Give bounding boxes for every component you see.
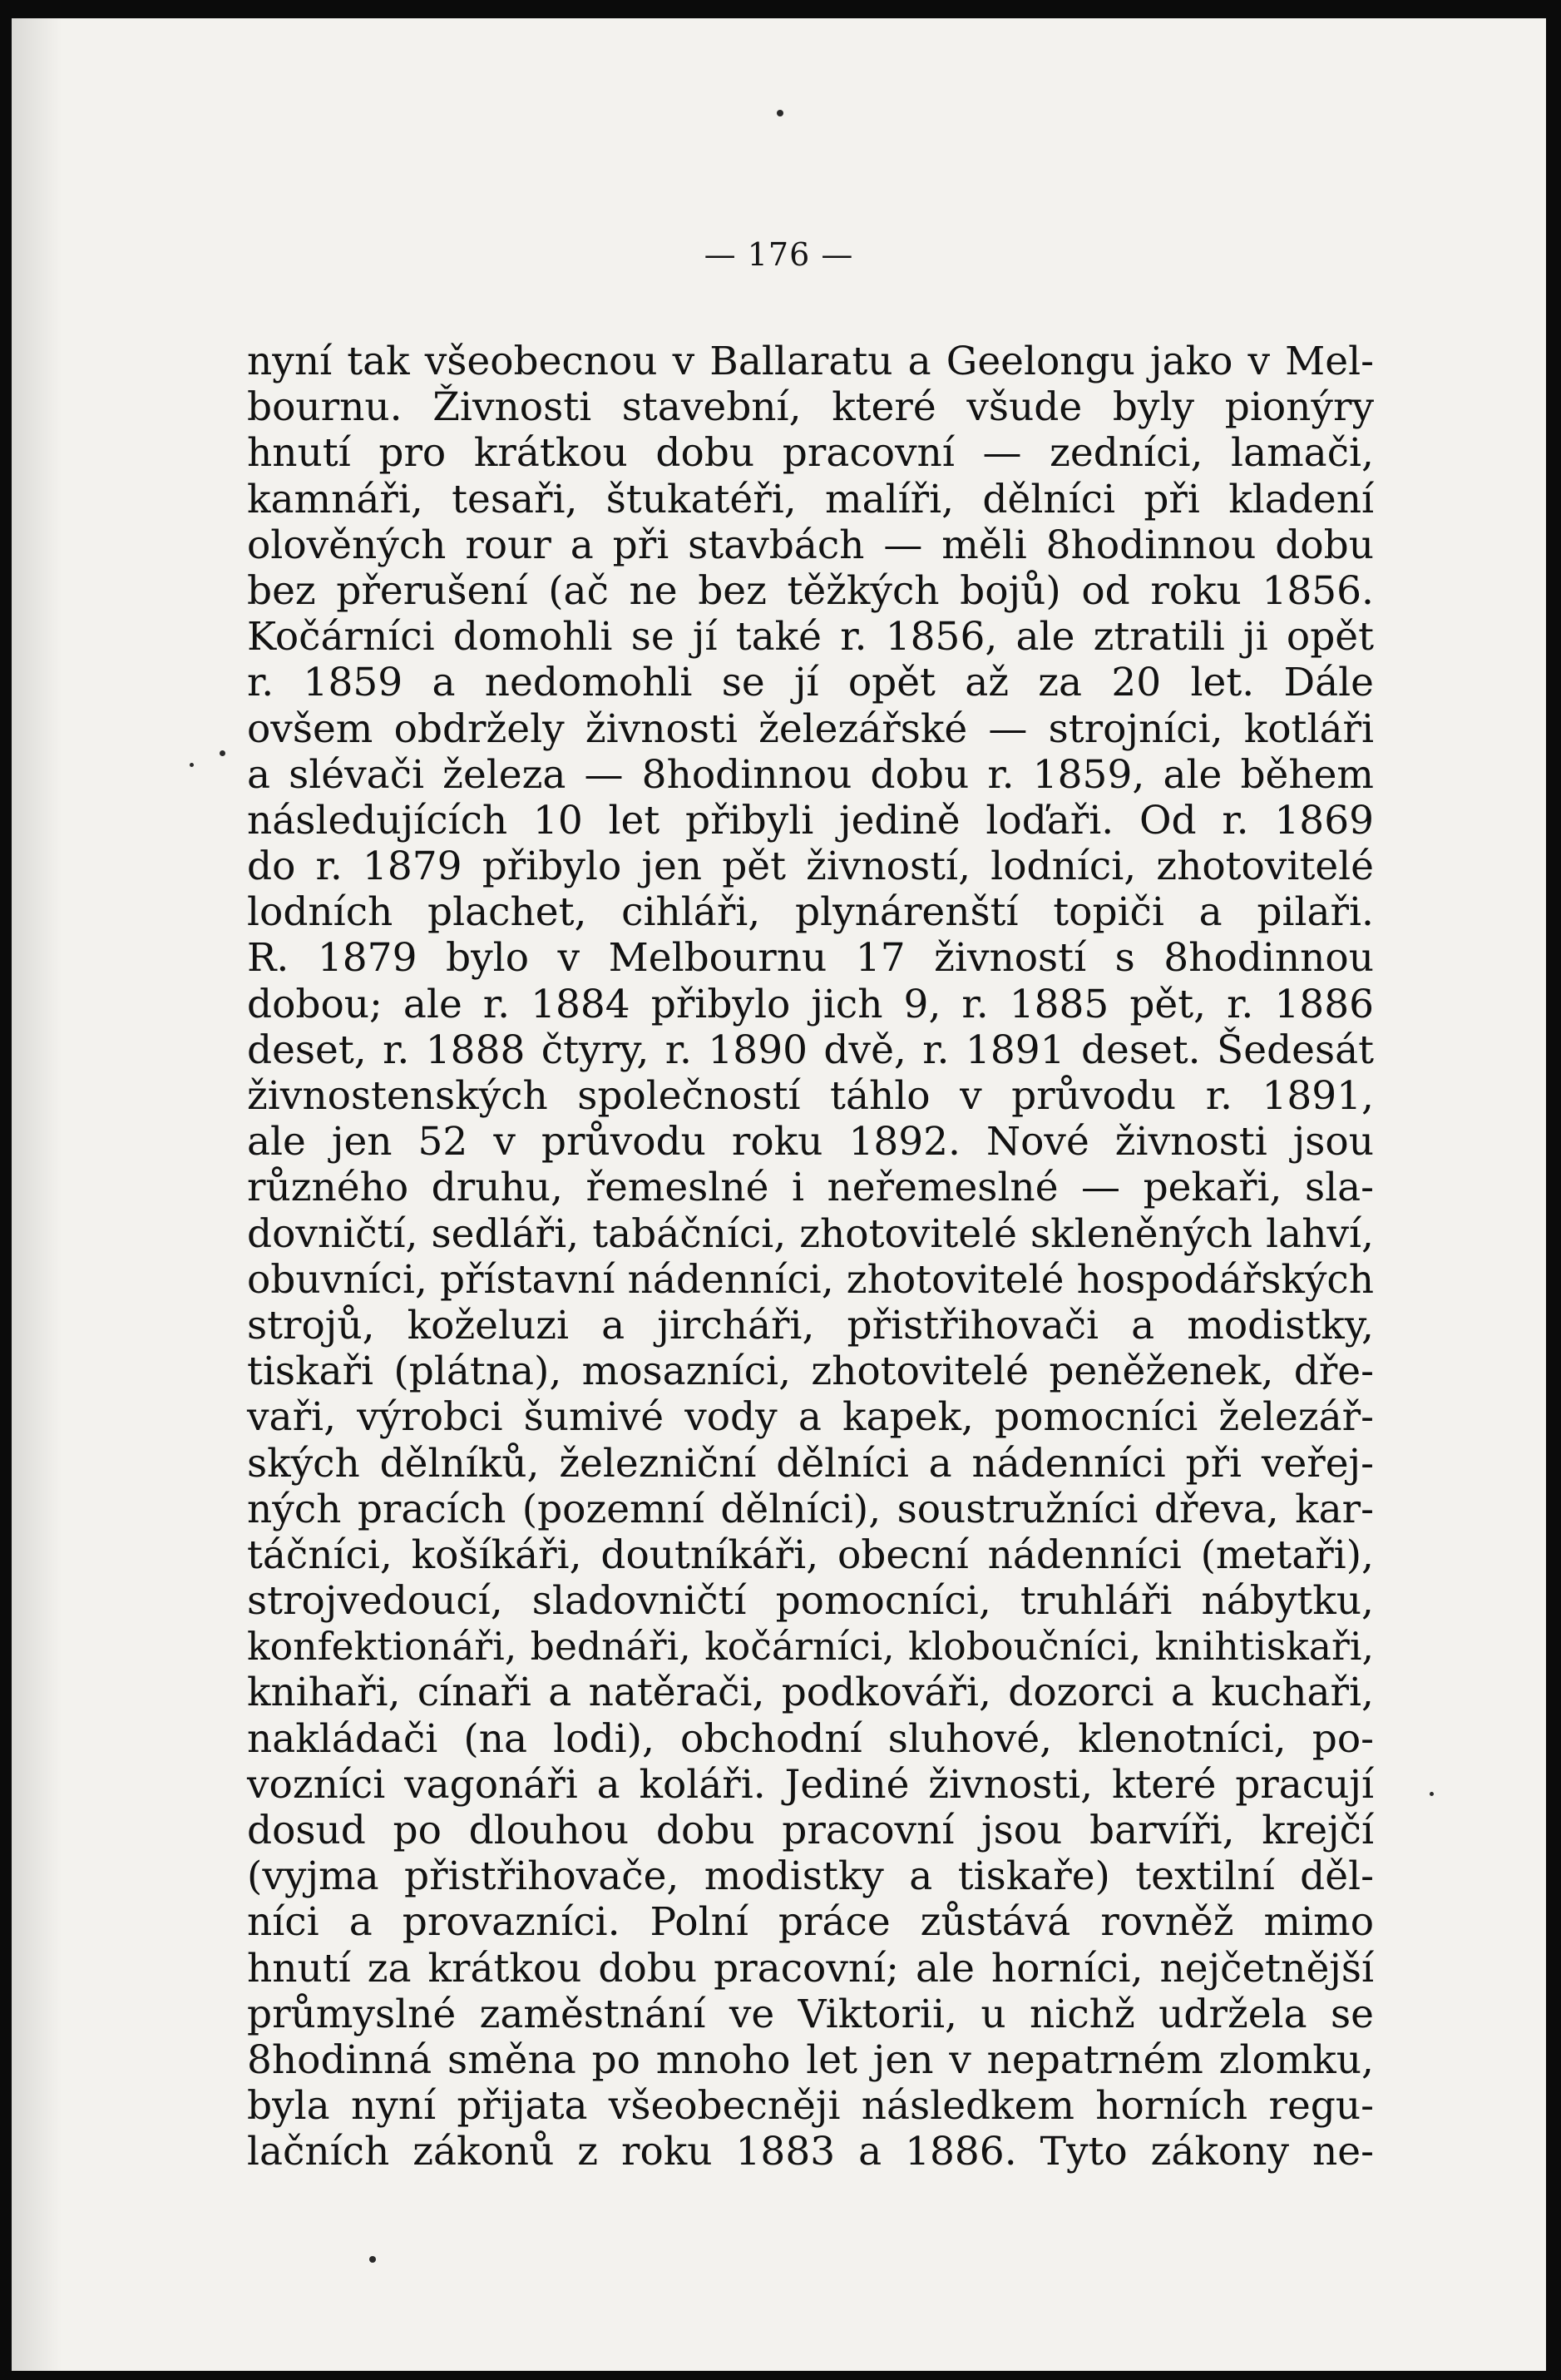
text-line: bournu. Živnosti stavební, které všude byly pionýry: [247, 384, 1374, 431]
text-line: ských dělníků, železniční dělníci a nádenníci při veřej-: [247, 1440, 1374, 1487]
text-line: olověných rour a při stavbách — měli 8hodinnou dobu: [247, 522, 1374, 568]
text-line: vaři, výrobci šumivé vody a kapek, pomocníci železář-: [247, 1394, 1374, 1441]
text-line: dovničtí, sedláři, tabáčníci, zhotovitelé skleněných lahví,: [247, 1210, 1374, 1257]
text-line: r. 1859 a nedomohli se jí opět až za 20 let. Dále: [247, 660, 1374, 706]
text-line: ovšem obdržely živnosti železářské — strojníci, kotláři: [247, 705, 1374, 752]
text-line: strojvedoucí, sladovničtí pomocníci, truhláři nábytku,: [247, 1578, 1374, 1625]
text-line: průmyslné zaměstnání ve Viktorii, u nichž udržela se: [247, 1991, 1374, 2037]
text-line: níci a provazníci. Polní práce zůstává rovněž mimo: [247, 1899, 1374, 1946]
scan-speck: [1430, 1792, 1434, 1796]
text-line: lodních plachet, cihláři, plynárenští topiči a pilaři.: [247, 889, 1374, 936]
text-line: do r. 1879 přibylo jen pět živností, lodníci, zhotovitelé: [247, 844, 1374, 890]
text-line: ale jen 52 v průvodu roku 1892. Nové živnosti jsou: [247, 1119, 1374, 1165]
scan-speck: [369, 2256, 376, 2263]
text-line: hnutí za krátkou dobu pracovní; ale horníci, nejčetnější: [247, 1945, 1374, 1992]
book-page: [12, 18, 1546, 2371]
text-line: konfektionáři, bednáři, kočárníci, kloboučníci, knihtiskaři,: [247, 1625, 1374, 1670]
text-line: nyní tak všeobecnou v Ballaratu a Geelongu jako v Mel-: [247, 339, 1374, 384]
page-gutter-shadow: [12, 18, 62, 2371]
text-line: vozníci vagonáři a koláři. Jediné živnosti, které pracují: [247, 1761, 1374, 1808]
body-text: [247, 339, 1374, 2175]
text-line: dosud po dlouhou dobu pracovní jsou barvíři, krejčí: [247, 1808, 1374, 1853]
text-line: deset, r. 1888 čtyry, r. 1890 dvě, r. 1891 deset. Šedesát: [247, 1027, 1374, 1073]
text-line: nakládači (na lodi), obchodní sluhové, klenotníci, po-: [247, 1715, 1374, 1762]
scan-speck: [190, 763, 194, 767]
text-line: dobou; ale r. 1884 přibylo jich 9, r. 1885 pět, r. 1886: [247, 981, 1374, 1027]
page-number: — 176 —: [704, 236, 854, 273]
text-line: byla nyní přijata všeobecněji následkem horních regu-: [247, 2083, 1374, 2130]
text-line: (vyjma přistřihovače, modistky a tiskaře) textilní děl-: [247, 1853, 1374, 1900]
text-line: lačních zákonů z roku 1883 a 1886. Tyto zákony ne-: [247, 2129, 1374, 2175]
text-line: táčníci, košíkáři, doutníkáři, obecní nádenníci (metaři),: [247, 1531, 1374, 1578]
text-line: bez přerušení (ač ne bez těžkých bojů) od roku 1856.: [247, 567, 1374, 614]
text-line: a slévači železa — 8hodinnou dobu r. 1859, ale během: [247, 751, 1374, 798]
text-line: 8hodinná směna po mnoho let jen v nepatrném zlomku,: [247, 2036, 1374, 2083]
text-line: knihaři, cínaři a natěrači, podkováři, dozorci a kuchaři,: [247, 1670, 1374, 1716]
scan-speck: [777, 110, 783, 116]
text-line: Kočárníci domohli se jí také r. 1856, ale ztratili ji opět: [247, 614, 1374, 661]
text-line: strojů, koželuzi a jircháři, přistřihovači a modistky,: [247, 1302, 1374, 1348]
text-line: obuvníci, přístavní nádenníci, zhotovitelé hospodářských: [247, 1256, 1374, 1303]
text-line: různého druhu, řemeslné i neřemeslné — pekaři, sla-: [247, 1165, 1374, 1211]
text-line: tiskaři (plátna), mosazníci, zhotovitelé peněženek, dře-: [247, 1348, 1374, 1395]
text-line: živnostenských společností táhlo v průvodu r. 1891,: [247, 1073, 1374, 1119]
scan-speck: [220, 750, 225, 756]
text-line: kamnáři, tesaři, štukatéři, malíři, dělníci při kladení: [247, 476, 1374, 522]
text-line: následujících 10 let přibyli jedině loďaři. Od r. 1869: [247, 797, 1374, 844]
text-line: ných pracích (pozemní dělníci), soustružníci dřeva, kar-: [247, 1486, 1374, 1532]
text-line: R. 1879 bylo v Melbournu 17 živností s 8hodinnou: [247, 935, 1374, 982]
text-line: hnutí pro krátkou dobu pracovní — zedníci, lamači,: [247, 430, 1374, 477]
